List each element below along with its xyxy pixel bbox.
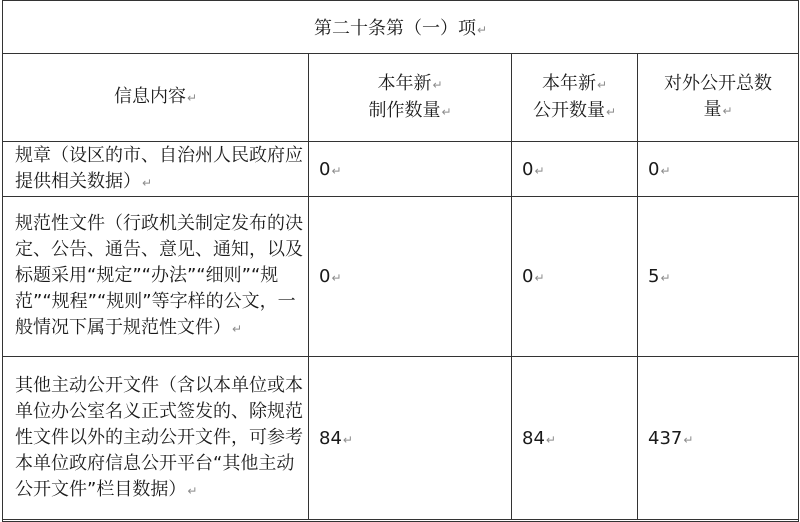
- paragraph-mark-icon: ↵: [534, 271, 545, 285]
- info-disclosure-table: [2, 0, 799, 522]
- value-text: 0: [522, 158, 534, 180]
- header-line: 量: [703, 99, 722, 120]
- row-category: [3, 142, 309, 197]
- row-category: [3, 357, 309, 520]
- paragraph-mark-icon: ↵: [476, 23, 488, 37]
- table-row: [3, 357, 799, 520]
- value-text: 0: [522, 266, 534, 287]
- paragraph-mark-icon: ↵: [660, 271, 671, 285]
- paragraph-mark-icon: ↵: [432, 77, 443, 92]
- table-title-cell: [3, 1, 799, 54]
- paragraph-mark-icon: ↵: [605, 104, 617, 119]
- paragraph-mark-icon: ↵: [534, 163, 545, 178]
- paragraph-mark-icon: ↵: [596, 77, 608, 92]
- paragraph-mark-icon: ↵: [683, 432, 694, 447]
- paragraph-mark-icon: ↵: [142, 175, 153, 190]
- paragraph-mark-icon: ↵: [660, 163, 671, 178]
- header-line: 公开数量: [532, 99, 605, 121]
- header-total-published: [638, 54, 799, 142]
- paragraph-mark-icon: ↵: [722, 104, 733, 118]
- table-title: 第二十条第（一）项: [313, 18, 476, 39]
- value-cell: [309, 142, 512, 197]
- header-line: 信息内容: [113, 86, 186, 107]
- value-cell: [638, 197, 799, 357]
- row-category: [3, 197, 309, 357]
- category-text: 规章（设区的市、自治州人民政府应提供相关数据）: [15, 144, 303, 192]
- paragraph-mark-icon: ↵: [342, 432, 353, 447]
- value-cell: [638, 357, 799, 520]
- header-line: 制作数量: [368, 99, 441, 121]
- paragraph-mark-icon: ↵: [232, 322, 243, 336]
- value-cell: [512, 357, 638, 520]
- title-row: [3, 1, 799, 54]
- value-cell: [638, 142, 799, 197]
- value-cell: [309, 357, 512, 520]
- paragraph-mark-icon: ↵: [331, 271, 342, 285]
- category-text: 规范性文件（行政机关制定发布的决定、公告、通告、意见、通知，以及标题采用“规定”“办法”“细则”“规范”“规程”“规则”等字样的公文，一般情况下属于规范性文件）: [15, 213, 303, 338]
- paragraph-mark-icon: ↵: [441, 104, 452, 119]
- value-text: 84: [522, 427, 545, 449]
- header-row: [3, 54, 799, 142]
- value-text: 5: [648, 266, 660, 287]
- value-text: 0: [648, 158, 660, 180]
- paragraph-mark-icon: ↵: [545, 432, 556, 447]
- value-text: 437: [648, 427, 683, 449]
- value-cell: [512, 197, 638, 357]
- header-line: 对外公开总数: [664, 73, 772, 94]
- paragraph-mark-icon: ↵: [186, 91, 198, 105]
- header-new-made: [309, 54, 512, 142]
- value-text: 0: [319, 158, 331, 180]
- value-text: 84: [319, 427, 342, 449]
- value-cell: [309, 197, 512, 357]
- paragraph-mark-icon: ↵: [187, 483, 198, 498]
- value-cell: [512, 142, 638, 197]
- header-line: 本年新: [541, 72, 596, 94]
- paragraph-mark-icon: ↵: [331, 163, 342, 178]
- header-line: 本年新: [377, 72, 432, 94]
- header-info-content: [3, 54, 309, 142]
- value-text: 0: [319, 266, 331, 287]
- header-new-published: [512, 54, 638, 142]
- table-row: [3, 197, 799, 357]
- category-text: 其他主动公开文件（含以本单位或本单位办公室名义正式签发的、除规范性文件以外的主动公开文件，可参考本单位政府信息公开平台“其他主动公开文件”栏目数据）: [15, 374, 303, 500]
- table-row: [3, 142, 799, 197]
